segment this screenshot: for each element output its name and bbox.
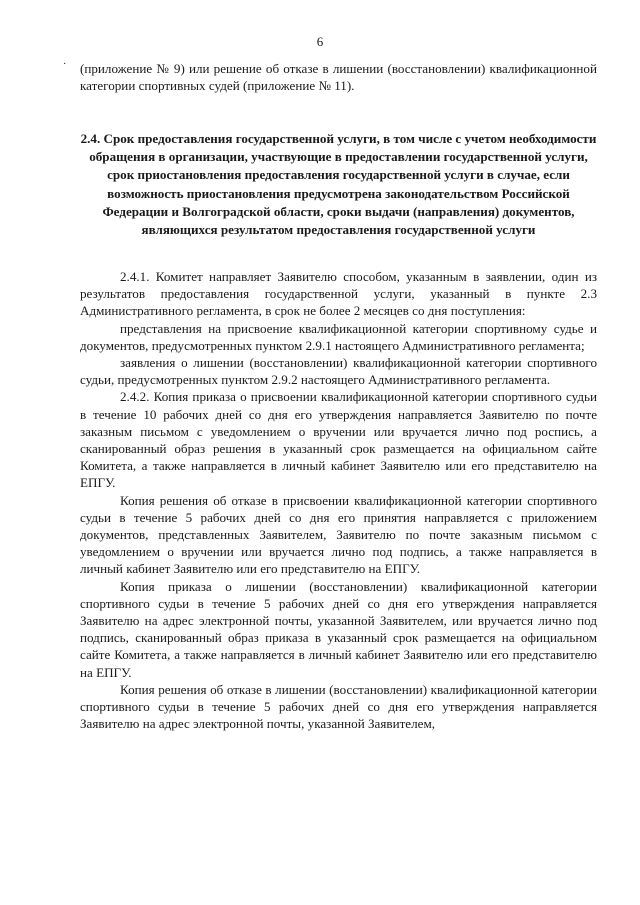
scan-speck: · [63,59,67,70]
section-heading-block [80,130,597,239]
section-heading: 2.4. Срок предоставления государственной услуги, в том числе с учетом необходимости обращения в организации, участвующие в предоставлении государственной услуги, срок приостановления предоставления государственной услуги в случае, если возможность приостановления предусмотрена законодательством Российской Федерации и Волгоградской области, сроки выдачи (направления) документов, являющихся результатом предоставления государственной услуги [80,131,597,238]
paragraph-2-4-1: 2.4.1. Комитет направляет Заявителю способом, указанным в заявлении, один из результатов предоставления государственной услуги, указанный в пункте 2.3 Административного регламента, в срок не более 2 месяцев со дня поступления: [80,269,597,319]
intro-paragraph [80,60,597,94]
paragraph-application: заявления о лишении (восстановлении) квалификационной категории спортивного судьи, предусмотренных пунктом 2.9.2 настоящего Административного регламента. [80,355,597,388]
paragraph-submission: представления на присвоение квалификационной категории спортивному судье и документов, предусмотренных пунктом 2.9.1 настоящего Административного регламента; [80,320,597,353]
paragraph-refusal-assignment: Копия решения об отказе в присвоении квалификационной категории спортивного судьи в течение 5 рабочих дней со дня его принятия направляется с приложением документов, представленных Заявителем, Заявителю по почте заказным письмом с уведомлением о вручении или вручается лично под подпись, а также направляется в личный кабинет Заявителю или его представителю на ЕПГУ. [80,492,597,577]
paragraph-deprivation-order: Копия приказа о лишении (восстановлении) квалификационной категории спортивного судьи в течение 5 рабочих дней со дня его утверждения направляется Заявителю на адрес электронной почты, указанной Заявителем, или вручается лично под подпись, сканированный образ приказа в указанный срок размещается на официальном сайте Комитета, а также направляется в личный кабинет Заявителю или его представителю на ЕПГУ. [80,578,597,680]
page-number: 6 [316,34,324,49]
intro-text: (приложение № 9) или решение об отказе в лишении (восстановлении) квалификационной категории спортивных судей (приложение № 11). [80,61,597,94]
paragraph-2-4-2: 2.4.2. Копия приказа о присвоении квалификационной категории спортивного судьи в течение 10 рабочих дней со дня его утверждения направляется Заявителю по почте заказным письмом с уведомлением о вручении или вручается лично под роспись, а сканированный образ решения в указанный срок размещается на официальном сайте Комитета, а также направляется в личный кабинет Заявителю или его представителю на ЕПГУ. [80,389,597,491]
paragraph-refusal-deprivation: Копия решения об отказе в лишении (восстановлении) квалификационной категории спортивного судьи в течение 5 рабочих дней со дня его утверждения направляется Заявителю на адрес электронной почты, указанной Заявителем, [80,681,597,732]
body-text [80,268,597,732]
